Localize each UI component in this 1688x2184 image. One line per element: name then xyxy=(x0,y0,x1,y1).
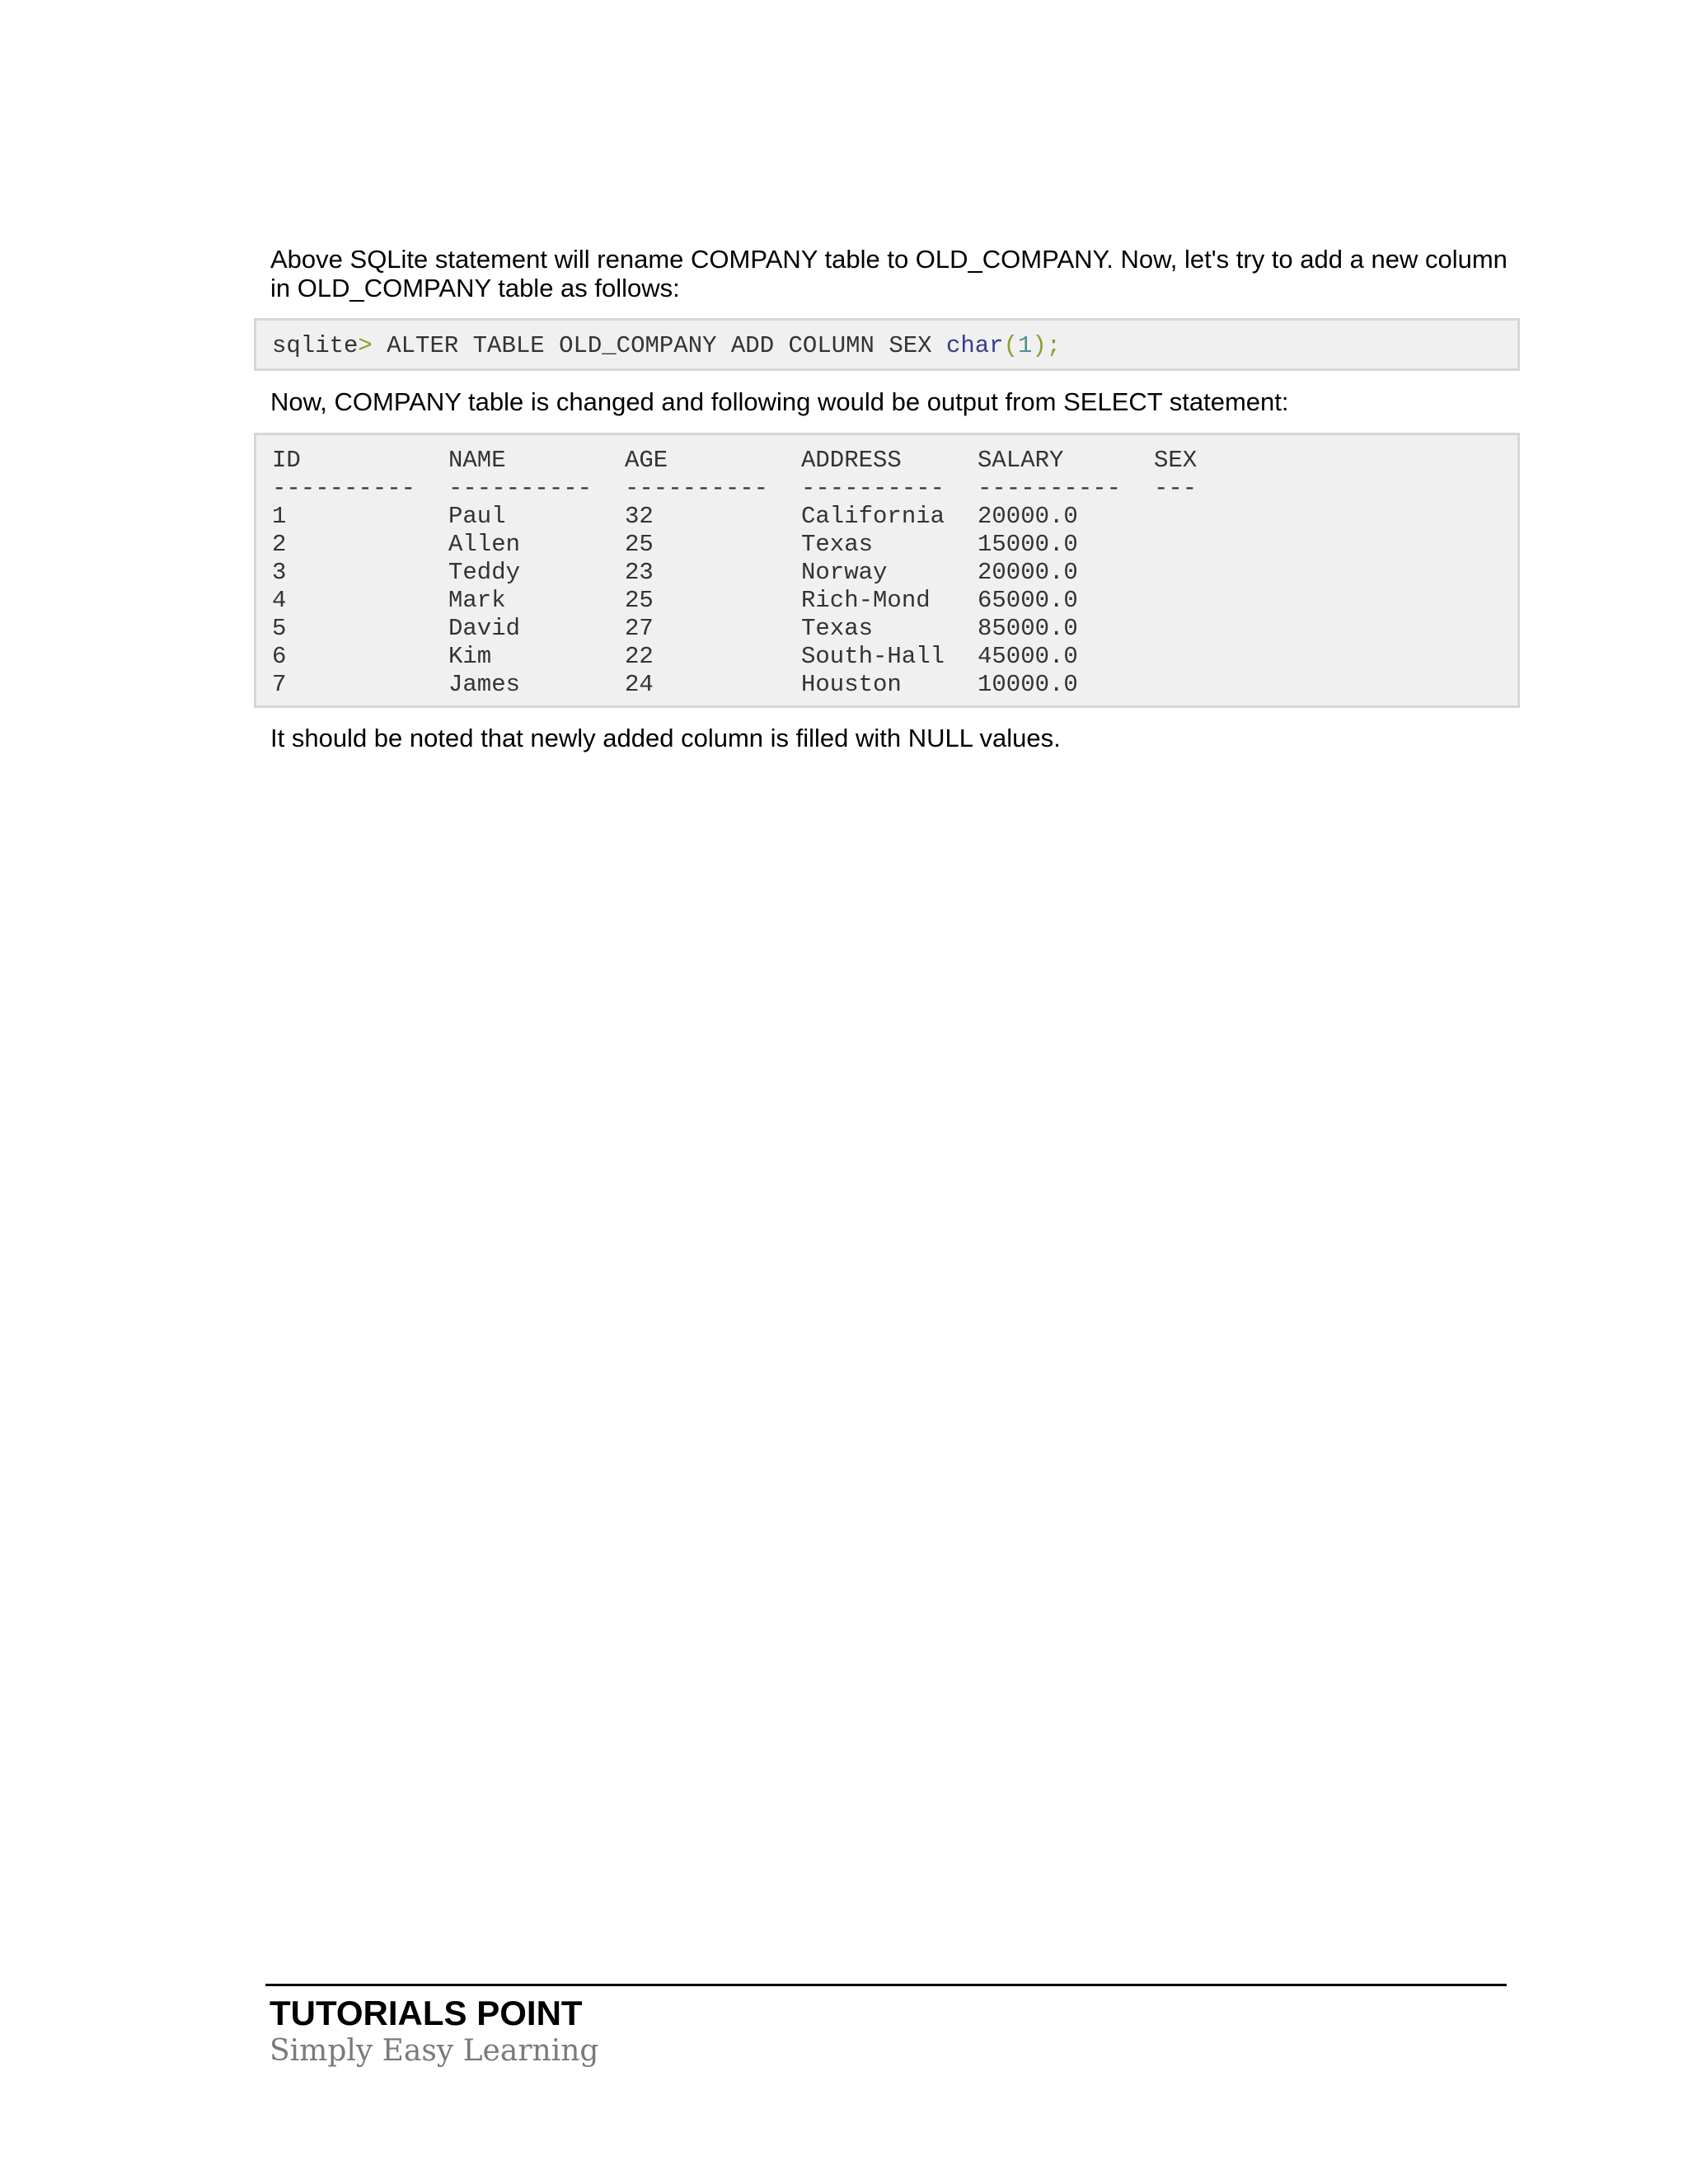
id-cell: 4 xyxy=(272,587,287,614)
code-prompt: sqlite xyxy=(272,332,359,359)
table-row xyxy=(272,559,1517,587)
header-cell: SEX xyxy=(1154,447,1198,474)
header-cell: NAME xyxy=(448,447,506,474)
output-intro-paragraph: Now, COMPANY table is changed and following would be output from SELECT statement: xyxy=(270,387,1289,416)
header-cell: ID xyxy=(272,447,301,474)
alter-table-code-block xyxy=(254,318,1520,371)
code-line xyxy=(272,332,1517,360)
select-output-block xyxy=(254,433,1520,708)
footer-brand-tagline: Simply Easy Learning xyxy=(270,2034,599,2068)
code-statement: ALTER TABLE OLD_COMPANY ADD COLUMN SEX xyxy=(372,332,946,359)
sex-cell xyxy=(1154,671,1253,699)
name-cell: Teddy xyxy=(448,559,521,586)
table-row xyxy=(272,643,1517,671)
name-cell: Allen xyxy=(448,531,521,558)
salary-cell: 15000.0 xyxy=(978,531,1078,558)
name-cell: Kim xyxy=(448,643,492,670)
separator-cell: ---------- xyxy=(801,475,945,502)
header-cell: AGE xyxy=(625,447,668,474)
address-cell: Texas xyxy=(801,615,874,642)
address-cell: Rich-Mond xyxy=(801,587,931,614)
age-cell: 24 xyxy=(625,671,654,698)
sex-cell xyxy=(1154,503,1253,531)
table-row xyxy=(272,615,1517,643)
address-cell: Texas xyxy=(801,531,874,558)
salary-cell: 10000.0 xyxy=(978,671,1078,698)
separator-cell: ---------- xyxy=(272,475,416,502)
sex-cell xyxy=(1154,615,1253,643)
sex-cell xyxy=(1154,559,1253,587)
id-cell: 2 xyxy=(272,531,287,558)
salary-cell: 45000.0 xyxy=(978,643,1078,670)
id-cell: 6 xyxy=(272,643,287,670)
age-cell: 25 xyxy=(625,587,654,614)
age-cell: 25 xyxy=(625,531,654,558)
name-cell: Mark xyxy=(448,587,506,614)
address-cell: Houston xyxy=(801,671,902,698)
table-row xyxy=(272,503,1517,531)
salary-cell: 65000.0 xyxy=(978,587,1078,614)
sex-cell xyxy=(1154,587,1253,615)
footer-brand-title: TUTORIALS POINT xyxy=(270,1994,583,2032)
id-cell: 1 xyxy=(272,503,287,530)
code-paren-open: ( xyxy=(1003,332,1018,359)
header-cell: ADDRESS xyxy=(801,447,902,474)
name-cell: James xyxy=(448,671,521,698)
salary-cell: 20000.0 xyxy=(978,559,1078,586)
salary-cell: 85000.0 xyxy=(978,615,1078,642)
address-cell: South-Hall xyxy=(801,643,945,670)
code-function: char xyxy=(945,332,1004,359)
sex-cell xyxy=(1154,531,1253,559)
table-row xyxy=(272,671,1517,699)
code-number: 1 xyxy=(1017,332,1033,359)
id-cell: 5 xyxy=(272,615,287,642)
table-row xyxy=(272,531,1517,559)
null-note-paragraph: It should be noted that newly added column is filled with NULL values. xyxy=(270,724,1061,752)
table-row xyxy=(272,587,1517,615)
id-cell: 3 xyxy=(272,559,287,586)
code-paren-close: ); xyxy=(1032,332,1062,359)
intro-paragraph: Above SQLite statement will rename COMPANY table to OLD_COMPANY. Now, let's try to add a new column in OLD_COMPANY table as follows: xyxy=(270,245,1515,302)
age-cell: 32 xyxy=(625,503,654,530)
age-cell: 23 xyxy=(625,559,654,586)
name-cell: David xyxy=(448,615,521,642)
separator-cell: ---------- xyxy=(448,475,593,502)
address-cell: California xyxy=(801,503,945,530)
salary-cell: 20000.0 xyxy=(978,503,1078,530)
id-cell: 7 xyxy=(272,671,287,698)
age-cell: 22 xyxy=(625,643,654,670)
separator-cell: ---------- xyxy=(978,475,1122,502)
separator-cell: ---------- xyxy=(625,475,769,502)
address-cell: Norway xyxy=(801,559,888,586)
code-prompt-symbol: > xyxy=(358,332,373,359)
separator-cell: --- xyxy=(1154,475,1198,502)
age-cell: 27 xyxy=(625,615,654,642)
name-cell: Paul xyxy=(448,503,506,530)
sex-cell xyxy=(1154,643,1253,671)
output-separator-row xyxy=(272,475,1517,503)
output-header-row xyxy=(272,447,1517,475)
footer-divider xyxy=(265,1984,1507,1986)
header-cell: SALARY xyxy=(978,447,1064,474)
